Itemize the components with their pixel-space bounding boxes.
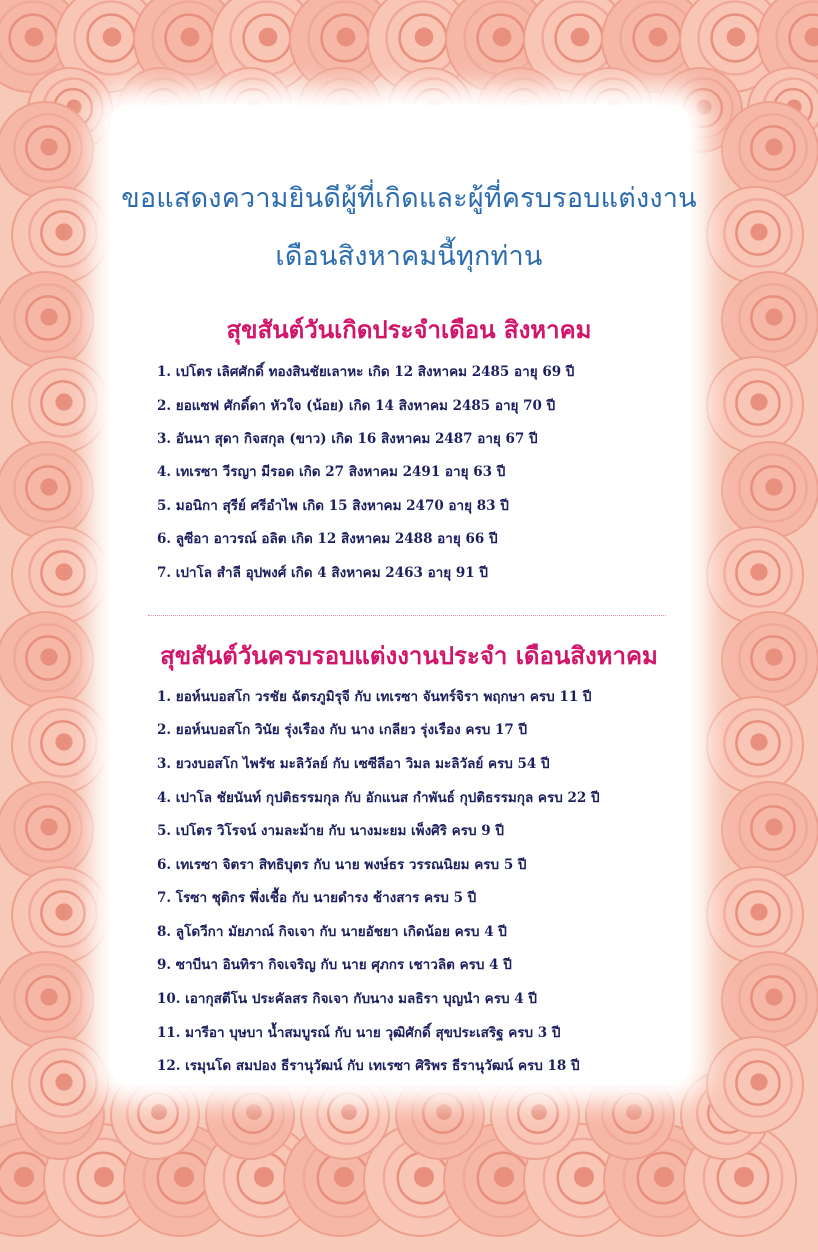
rose-decoration	[707, 357, 803, 453]
greeting-headline-line2: เดือนสิงหาคมนี้ทุกท่าน	[275, 241, 543, 272]
list-item: 7. โรซา ชุติกร พึ่งเชื้อ กับ นายดำรง ช้างสาร ครบ 5 ปี	[157, 890, 477, 906]
list-item: 6. ลูซีอา อาวรณ์ อลิต เกิด 12 สิงหาคม 2488 อายุ 66 ปี	[157, 531, 498, 547]
rose-decoration	[707, 527, 803, 623]
rose-decoration	[12, 1037, 108, 1133]
greeting-headline-line1: ขอแสดงความยินดีผู้ที่เกิดและผู้ที่ครบรอบแต่งงาน	[121, 183, 697, 214]
rose-decoration	[707, 867, 803, 963]
rose-decoration	[722, 952, 818, 1048]
rose-decoration	[707, 697, 803, 793]
birthdays-title: สุขสันต์วันเกิดประจำเดือน สิงหาคม	[226, 316, 592, 344]
rose-decoration	[722, 782, 818, 878]
list-item: 8. ลูโดวีกา มัยภาณ์ กิจเจา กับ นายอัชยา เกิดน้อย ครบ 4 ปี	[157, 924, 507, 940]
list-item: 3. ยวงบอสโก ไพรัช มะลิวัลย์ กับ เซซีลีอา วิมล มะลิวัลย์ ครบ 54 ปี	[157, 756, 550, 772]
rose-decoration	[0, 952, 93, 1048]
list-item: 5. เปโตร วิโรจน์ งามละม้าย กับ นางมะยม เพ็งศิริ ครบ 9 ปี	[157, 823, 504, 839]
list-item: 3. อันนา สุดา กิจสกุล (ขาว) เกิด 16 สิงหาคม 2487 อายุ 67 ปี	[157, 431, 538, 447]
anniversaries-title: สุขสันต์วันครบรอบแต่งงานประจำ เดือนสิงหาคม	[160, 642, 658, 670]
rose-decoration	[12, 357, 108, 453]
rose-decoration	[722, 442, 818, 538]
list-item: 9. ซาบีนา อินทิรา กิจเจริญ กับ นาย ศุภกร เชาวลิต ครบ 4 ปี	[157, 957, 512, 973]
rose-decoration	[12, 697, 108, 793]
rose-decoration	[12, 867, 108, 963]
rose-decoration	[0, 442, 93, 538]
list-item: 1. เปโตร เลิศศักดิ์ ทองสินชัยเลาหะ เกิด 12 สิงหาคม 2485 อายุ 69 ปี	[157, 364, 575, 380]
list-item: 7. เปาโล สำลี อุปพงศ์ เกิด 4 สิงหาคม 2463 อายุ 91 ปี	[157, 565, 488, 581]
list-item: 2. ยอแซฟ ศักดิ์ดา หัวใจ (น้อย) เกิด 14 สิงหาคม 2485 อายุ 70 ปี	[157, 398, 556, 414]
list-item: 5. มอนิกา สุรีย์ ศรีอำไพ เกิด 15 สิงหาคม 2470 อายุ 83 ปี	[157, 498, 509, 514]
list-item: 2. ยอห์นบอสโก วินัย รุ่งเรือง กับ นาง เกลียว รุ่งเรือง ครบ 17 ปี	[157, 722, 528, 738]
rose-decoration	[0, 782, 93, 878]
list-item: 12. เรมุนโด สมปอง ธีรานุวัฒน์ กับ เทเรซา ศิริพร ธีรานุวัฒน์ ครบ 18 ปี	[157, 1058, 580, 1074]
rose-decoration	[707, 1037, 803, 1133]
rose-decoration	[12, 527, 108, 623]
list-item: 1. ยอห์นบอสโก วรชัย ฉัตรภูมิรุจี กับ เทเรซา จันทร์จิรา พฤกษา ครบ 11 ปี	[157, 689, 592, 705]
list-item: 6. เทเรซา จิตรา สิทธิบุตร กับ นาย พงษ์ธร วรรณนิยม ครบ 5 ปี	[157, 857, 527, 873]
list-item: 4. เทเรซา วีรญา มีรอด เกิด 27 สิงหาคม 2491 อายุ 63 ปี	[157, 464, 506, 480]
list-item: 4. เปาโล ชัยนันท์ กุปติธรรมกุล กับ อักแนส กำพันธ์ กุปติธรรมกุล ครบ 22 ปี	[157, 790, 600, 806]
list-item: 10. เอากุสตีโน ประคัลสร กิจเจา กับนาง มลธิรา บุญนำ ครบ 4 ปี	[157, 991, 537, 1007]
list-item: 11. มารีอา บุษบา น้ำสมบูรณ์ กับ นาย วุฒิศักดิ์ สุขประเสริฐ ครบ 3 ปี	[157, 1025, 561, 1041]
section-divider	[148, 615, 666, 616]
